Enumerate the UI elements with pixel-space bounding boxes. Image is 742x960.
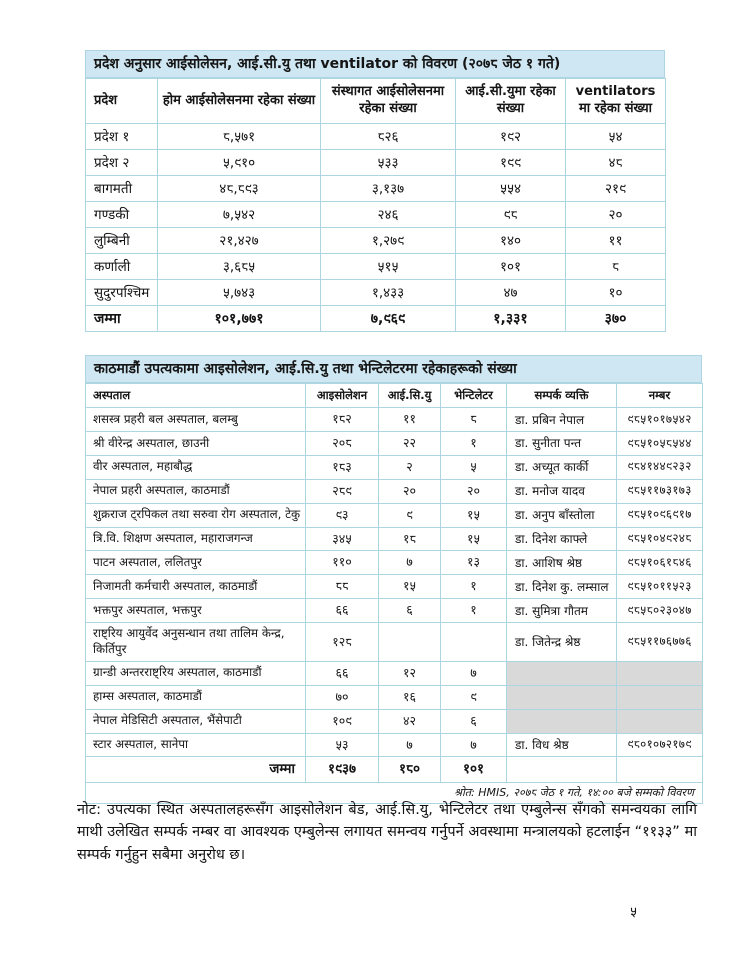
table-row <box>86 709 703 733</box>
isolation-count: ८८ <box>306 575 379 599</box>
province-table-title: प्रदेश अनुसार आईसोलेसन, आई.सी.यु तथा ventilator को विवरण (२०७८ जेठ १ गते) <box>85 50 665 78</box>
value-cell: १,४३३ <box>321 279 456 305</box>
province-table-total <box>86 305 666 331</box>
value-cell: १९२ <box>456 123 566 149</box>
ventilator-count: ८ <box>441 408 507 432</box>
table-row <box>86 479 703 503</box>
column-header: आइसोलेशन <box>306 384 379 408</box>
column-header: नम्बर <box>617 384 703 408</box>
table-row <box>86 623 703 662</box>
value-cell: १,२७९ <box>321 227 456 253</box>
ventilator-count: ६ <box>441 709 507 733</box>
table-row <box>86 123 666 149</box>
hospital-name: ग्रान्डी अन्तरराष्ट्रिय अस्पताल, काठमाडौं <box>86 661 306 685</box>
icu-count: १२ <box>379 661 441 685</box>
contact-person: डा. विध श्रेष्ठ <box>507 733 617 757</box>
table-row <box>86 685 703 709</box>
value-cell: ५५४ <box>456 175 566 201</box>
icu-count: १५ <box>379 575 441 599</box>
contact-number: ९८०१०७२१७९ <box>617 733 703 757</box>
contact-number: ९८५१०६१८४६ <box>617 551 703 575</box>
ventilator-count: ७ <box>441 661 507 685</box>
contact-person: डा. दिनेश काफ्ले <box>507 527 617 551</box>
contact-number: ९८५१०१७५४२ <box>617 408 703 432</box>
ventilator-count: १५ <box>441 503 507 527</box>
icu-count: ७ <box>379 551 441 575</box>
contact-number <box>617 685 703 709</box>
total-value: १९३७ <box>306 757 379 782</box>
contact-person: डा. अच्यूत कार्की <box>507 455 617 479</box>
contact-person: डा. आशिष श्रेष्ठ <box>507 551 617 575</box>
table-row <box>86 253 666 279</box>
value-cell: ४७ <box>456 279 566 305</box>
valley-table-body <box>86 408 703 757</box>
total-label: जम्मा <box>86 757 306 782</box>
hospital-name: शुक्रराज ट्रपिकल तथा सरुवा रोग अस्पताल, टेकु <box>86 503 306 527</box>
table-row <box>86 149 666 175</box>
contact-number: ९८५१०११५२३ <box>617 575 703 599</box>
province-name: बागमती <box>86 175 158 201</box>
table-row <box>86 733 703 757</box>
hospital-name: पाटन अस्पताल, ललितपुर <box>86 551 306 575</box>
table-row <box>86 527 703 551</box>
icu-count: २२ <box>379 432 441 456</box>
isolation-count: १२८ <box>306 623 379 662</box>
icu-count: ९ <box>379 503 441 527</box>
contact-number <box>617 709 703 733</box>
hospital-name: भक्तपुर अस्पताल, भक्तपुर <box>86 599 306 623</box>
column-header: भेन्टिलेटर <box>441 384 507 408</box>
total-row <box>86 305 666 331</box>
isolation-count: ७० <box>306 685 379 709</box>
value-cell: १०१ <box>456 253 566 279</box>
value-cell: ५३३ <box>321 149 456 175</box>
contact-number: ९८५१०५८५४४ <box>617 432 703 456</box>
contact-number: ९८५११७३१७३ <box>617 479 703 503</box>
isolation-count: ६६ <box>306 661 379 685</box>
isolation-count: ९३ <box>306 503 379 527</box>
hospital-name: राष्ट्रिय आयुर्वेद अनुसन्धान तथा तालिम केन्द्र, किर्तिपुर <box>86 623 306 662</box>
total-value: ३७० <box>566 305 666 331</box>
province-name: प्रदेश २ <box>86 149 158 175</box>
table-row <box>86 227 666 253</box>
contact-number: ९८५१०४९२४८ <box>617 527 703 551</box>
province-name: कर्णाली <box>86 253 158 279</box>
isolation-count: ५३ <box>306 733 379 757</box>
ventilator-count: १ <box>441 599 507 623</box>
value-cell: ८२६ <box>321 123 456 149</box>
table-row <box>86 432 703 456</box>
value-cell: ५४ <box>566 123 666 149</box>
icu-count: ७ <box>379 733 441 757</box>
column-header: अस्पताल <box>86 384 306 408</box>
isolation-count: १८२ <box>306 408 379 432</box>
header-row <box>86 384 703 408</box>
icu-count: ११ <box>379 408 441 432</box>
table-row <box>86 201 666 227</box>
icu-count <box>379 623 441 662</box>
province-name: सुदुरपश्चिम <box>86 279 158 305</box>
contact-person: डा. सुनीता पन्त <box>507 432 617 456</box>
ventilator-count <box>441 623 507 662</box>
table-row <box>86 503 703 527</box>
value-cell: ३,६८५ <box>158 253 321 279</box>
contact-person <box>507 709 617 733</box>
contact-person: डा. प्रबिन नेपाल <box>507 408 617 432</box>
hospital-name: स्टार अस्पताल, सानेपा <box>86 733 306 757</box>
hospital-name: श्री वीरेन्द्र अस्पताल, छाउनी <box>86 432 306 456</box>
isolation-count: १०९ <box>306 709 379 733</box>
empty-cell <box>507 757 617 782</box>
total-value: १,३३१ <box>456 305 566 331</box>
value-cell: १९९ <box>456 149 566 175</box>
contact-person <box>507 685 617 709</box>
value-cell: ८,५७१ <box>158 123 321 149</box>
province-name: प्रदेश १ <box>86 123 158 149</box>
value-cell: २१,४२७ <box>158 227 321 253</box>
table-row <box>86 599 703 623</box>
isolation-count: ६६ <box>306 599 379 623</box>
column-header: आई.सी.युमा रहेका संख्या <box>456 79 566 124</box>
hospital-name: निजामती कर्मचारी अस्पताल, काठमाडौं <box>86 575 306 599</box>
valley-table-header <box>86 384 703 408</box>
value-cell: ९८ <box>456 201 566 227</box>
value-cell: ४८,८९३ <box>158 175 321 201</box>
contact-person: डा. सुमित्रा गौतम <box>507 599 617 623</box>
value-cell: ५१५ <box>321 253 456 279</box>
empty-cell <box>617 757 703 782</box>
header-row <box>86 79 666 124</box>
valley-hospitals-section <box>85 355 702 804</box>
value-cell: ५,७४३ <box>158 279 321 305</box>
contact-number: ९८४१४४९२३२ <box>617 455 703 479</box>
column-header: सम्पर्क व्यक्ति <box>507 384 617 408</box>
contact-number: ९८५१०९६९१७ <box>617 503 703 527</box>
province-name: लुम्बिनी <box>86 227 158 253</box>
value-cell: ११ <box>566 227 666 253</box>
table-row <box>86 575 703 599</box>
value-cell: ३,१३७ <box>321 175 456 201</box>
isolation-count: ३४५ <box>306 527 379 551</box>
column-header: होम आईसोलेसनमा रहेका संख्या <box>158 79 321 124</box>
province-summary-section <box>85 50 665 332</box>
contact-person: डा. अनुप बाँस्तोला <box>507 503 617 527</box>
contact-person <box>507 661 617 685</box>
total-value: १८० <box>379 757 441 782</box>
icu-count: ४२ <box>379 709 441 733</box>
valley-table-title: काठमाडौं उपत्यकामा आइसोलेशन, आई.सि.यु तथा भेन्टिलेटरमा रहेकाहरूको संख्या <box>85 355 702 383</box>
icu-count: २ <box>379 455 441 479</box>
column-header: संस्थागत आईसोलेसनमा रहेका संख्या <box>321 79 456 124</box>
contact-person: डा. जितेन्द्र श्रेष्ठ <box>507 623 617 662</box>
table-row <box>86 408 703 432</box>
isolation-count: १८३ <box>306 455 379 479</box>
table-row <box>86 551 703 575</box>
icu-count: ६ <box>379 599 441 623</box>
ventilator-count: २० <box>441 479 507 503</box>
table-row <box>86 455 703 479</box>
source-note: श्रोत: HMIS, २०७८ जेठ १ गते, १४:०० बजे सम्मको विवरण <box>86 782 703 804</box>
value-cell: ५,९१० <box>158 149 321 175</box>
hospital-name: वीर अस्पताल, महाबौद्ध <box>86 455 306 479</box>
contact-person: डा. मनोज यादव <box>507 479 617 503</box>
value-cell: १० <box>566 279 666 305</box>
icu-count: २० <box>379 479 441 503</box>
icu-count: १६ <box>379 685 441 709</box>
total-row <box>86 757 703 782</box>
column-header: आई.सि.यु <box>379 384 441 408</box>
total-value: ७,९६९ <box>321 305 456 331</box>
column-header: प्रदेश <box>86 79 158 124</box>
ventilator-count: १ <box>441 432 507 456</box>
isolation-count: २०८ <box>306 432 379 456</box>
ventilator-count: १ <box>441 575 507 599</box>
hospital-name: हाम्स अस्पताल, काठमाडौं <box>86 685 306 709</box>
province-summary-table <box>85 78 666 332</box>
isolation-count: २८९ <box>306 479 379 503</box>
isolation-count: ११० <box>306 551 379 575</box>
ventilator-count: ५ <box>441 455 507 479</box>
value-cell: १४० <box>456 227 566 253</box>
total-value: १०१,७७१ <box>158 305 321 331</box>
hospital-name: नेपाल मेडिसिटी अस्पताल, भैंसेपाटी <box>86 709 306 733</box>
ventilator-count: ९ <box>441 685 507 709</box>
hospital-name: नेपाल प्रहरी अस्पताल, काठमाडौं <box>86 479 306 503</box>
contact-number: ९८५११७६७७६ <box>617 623 703 662</box>
valley-hospitals-table <box>85 383 703 804</box>
table-row <box>86 175 666 201</box>
valley-table-footer <box>86 757 703 804</box>
ventilator-count: ७ <box>441 733 507 757</box>
table-row <box>86 661 703 685</box>
value-cell: २१९ <box>566 175 666 201</box>
value-cell: ८ <box>566 253 666 279</box>
total-value: १०१ <box>441 757 507 782</box>
value-cell: ७,५४२ <box>158 201 321 227</box>
province-table-body <box>86 123 666 305</box>
hospital-name: त्रि.वि. शिक्षण अस्पताल, महाराजगन्ज <box>86 527 306 551</box>
ventilator-count: १३ <box>441 551 507 575</box>
ventilator-count: १५ <box>441 527 507 551</box>
footnote-text: नोट: उपत्यका स्थित अस्पतालहरूसँग आइसोलेशन बेड, आई.सि.यु, भेन्टिलेटर तथा एम्बुलेन्स सँगको समन्वयका लागि माथी उलेखित सम्पर्क नम्बर वा आवश्यक एम्बुलेन्स लगायत समन्वय गर्नुपर्ने अवस्थामा मन्त्रालयको हटलाईन “११३३” मा सम्पर्क गर्नुहुन सबैमा अनुरोध छ। <box>77 802 697 863</box>
icu-count: १८ <box>379 527 441 551</box>
value-cell: ४८ <box>566 149 666 175</box>
contact-number: ९८५८०२३०४७ <box>617 599 703 623</box>
value-cell: २४६ <box>321 201 456 227</box>
value-cell: २० <box>566 201 666 227</box>
province-name: गण्डकी <box>86 201 158 227</box>
table-row <box>86 279 666 305</box>
contact-person: डा. दिनेश कु. लम्साल <box>507 575 617 599</box>
contact-number <box>617 661 703 685</box>
province-table-header <box>86 79 666 124</box>
hospital-name: शसस्त्र प्रहरी बल अस्पताल, बलम्बु <box>86 408 306 432</box>
page-number: ५ <box>630 904 638 920</box>
column-header: ventilators मा रहेका संख्या <box>566 79 666 124</box>
total-label: जम्मा <box>86 305 158 331</box>
